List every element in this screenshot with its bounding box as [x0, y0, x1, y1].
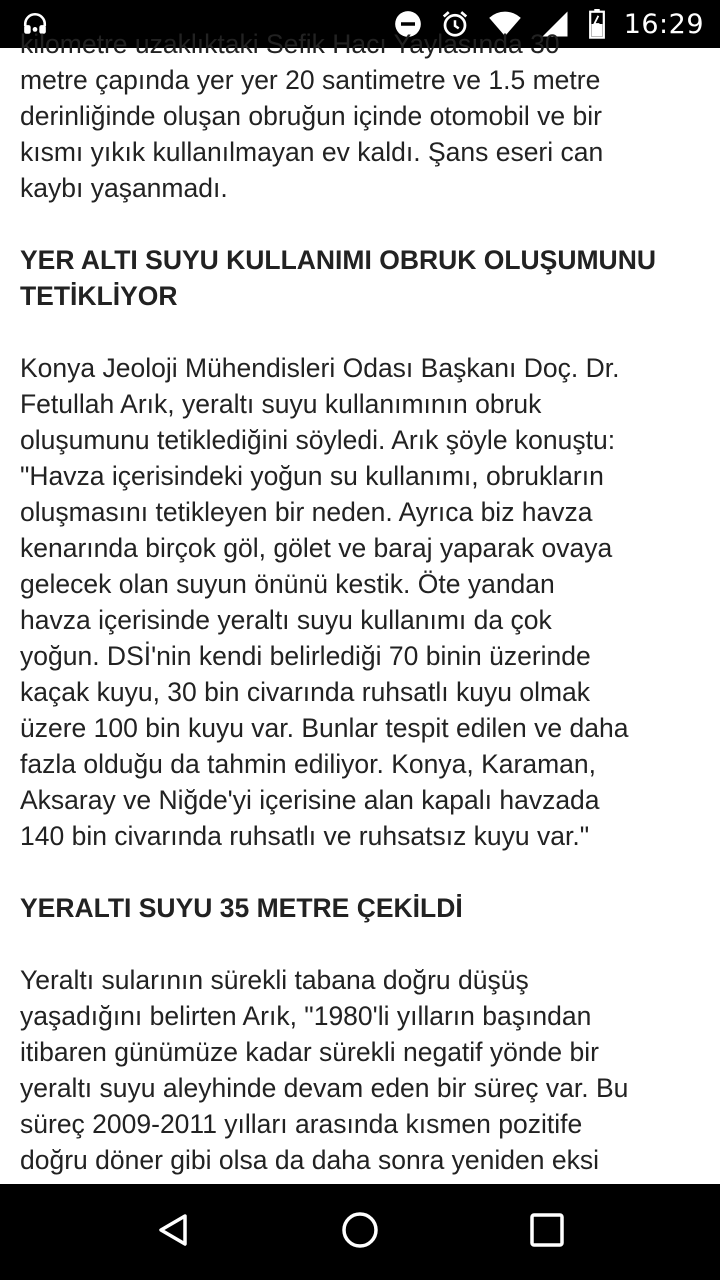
back-icon: [153, 1210, 193, 1254]
article-paragraph: Yeraltı sularının sürekli tabana doğru düşüş yaşadığını belirten Arık, "1980'li yılların başından itibaren günümüze kadar sürekli negatif yönde bir yeraltı suyu aleyhinde devam eden bir süreç var. Bu süreç 2009-2011 yılları arasında kısmen pozitife doğru döner gibi olsa da daha sonra yeniden eksi: [20, 965, 629, 1175]
home-button[interactable]: [310, 1184, 410, 1280]
home-icon: [340, 1210, 380, 1254]
navigation-bar: [0, 1184, 720, 1280]
status-time: 16:29: [623, 8, 704, 40]
back-button[interactable]: [123, 1184, 223, 1280]
article-heading: YERALTI SUYU 35 METRE ÇEKİLDİ: [20, 893, 463, 923]
recents-icon: [527, 1210, 567, 1254]
article-scroll-view[interactable]: [0, 29, 720, 1184]
recents-button[interactable]: [497, 1184, 597, 1280]
article-paragraph: kilometre uzaklıktaki Sefik Hacı Yaylasında 30 metre çapında yer yer 20 santimetre ve 1.5 metre derinliğinde oluşan obruğun içinde otomobil ve bir kısmı yıkık kullanılmayan ev kaldı. Şans eseri can kaybı yaşanmadı.: [20, 29, 604, 203]
article-body: [20, 26, 704, 1250]
article-paragraph: Konya Jeoloji Mühendisleri Odası Başkanı Doç. Dr. Fetullah Arık, yeraltı suyu kullanımının obruk oluşumunu tetiklediğini söyledi. Arık şöyle konuştu: "Havza içerisindeki yoğun su kullanımı, obrukların oluşmasını tetikleyen bir neden. Ayrıca biz havza kenarında birçok göl, gölet ve baraj yaparak ovaya gelecek olan suyun önünü kestik. Öte yandan havza içerisinde yeraltı suyu kullanımı da çok yoğun. DSİ'nin kendi belirlediği 70 binin üzerinde kaçak kuyu, 30 bin civarında ruhsatlı kuyu olmak üzere 100 bin kuyu var. Bunlar tespit edilen ve daha fazla olduğu da tahmin ediliyor. Konya, Karaman, Aksaray ve Niğde'yi içerisine alan kapalı havzada 140 bin civarında ruhsatlı ve ruhsatsız kuyu var.": [20, 353, 629, 851]
article-heading: YER ALTI SUYU KULLANIMI OBRUK OLUŞUMUNU TETİKLİYOR: [20, 245, 656, 311]
